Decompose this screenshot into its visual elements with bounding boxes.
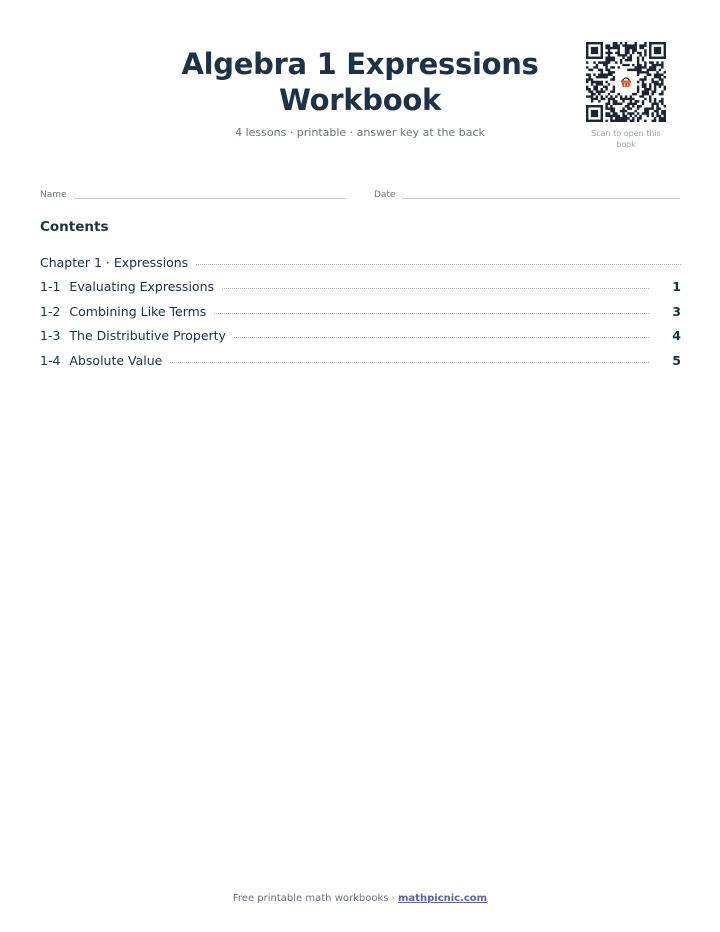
dotted-leader	[222, 288, 649, 289]
lesson-title: Combining Like Terms	[69, 304, 207, 319]
page-number: 1	[672, 279, 681, 294]
page-number: 3	[672, 304, 681, 319]
lesson-title: Absolute Value	[69, 353, 163, 368]
lesson-number: 1-3	[40, 328, 61, 343]
qr-finder-top-right	[649, 42, 666, 59]
date-label: Date	[374, 190, 396, 200]
qr-code[interactable]	[586, 42, 666, 122]
basket-logo-icon	[616, 72, 636, 92]
dotted-leader	[196, 264, 681, 265]
chapter-label: Chapter 1 · Expressions	[40, 255, 189, 270]
page-number: 5	[672, 353, 681, 368]
toc-item-1-3[interactable]	[40, 325, 681, 343]
name-field[interactable]	[40, 190, 346, 204]
contents-heading: Contents	[40, 219, 109, 235]
qr-finder-top-left	[586, 42, 603, 59]
page-title: Algebra 1 Expressions Workbook	[181, 47, 539, 117]
name-line[interactable]	[74, 198, 346, 199]
toc-item-1-1[interactable]	[40, 276, 681, 294]
dotted-leader	[170, 362, 649, 363]
dotted-leader	[234, 337, 649, 338]
qr-caption: Scan to open this book	[591, 129, 661, 149]
date-line[interactable]	[402, 198, 680, 199]
lesson-number: 1-2	[40, 304, 61, 319]
page-footer	[0, 893, 720, 904]
toc-item-1-4[interactable]	[40, 350, 681, 368]
lesson-title: Evaluating Expressions	[69, 279, 215, 294]
qr-finder-bottom-left	[586, 105, 603, 122]
footer-text: Free printable math workbooks ·	[232, 893, 399, 904]
dotted-leader	[214, 313, 649, 314]
lesson-number: 1-4	[40, 353, 61, 368]
page-subtitle: 4 lessons · printable · answer key at the back	[235, 126, 485, 139]
lesson-title: The Distributive Property	[69, 328, 226, 343]
toc-item-1-2[interactable]	[40, 301, 681, 319]
site-link[interactable]: mathpicnic.com	[398, 893, 488, 904]
toc-chapter[interactable]	[40, 252, 681, 270]
name-label: Name	[40, 190, 67, 200]
page-number: 4	[672, 328, 681, 343]
date-field[interactable]	[374, 190, 680, 204]
lesson-number: 1-1	[40, 279, 61, 294]
